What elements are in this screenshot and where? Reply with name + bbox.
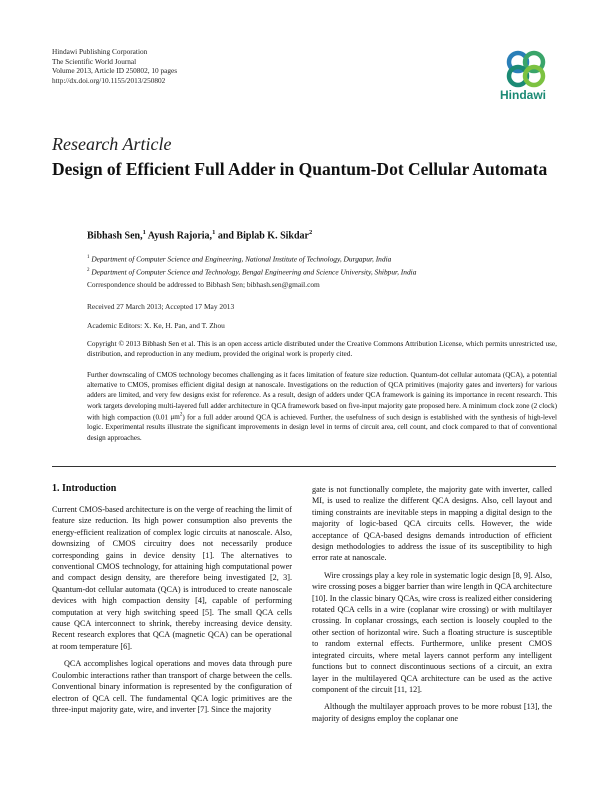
left-column: [52, 504, 292, 715]
section-heading: 1. Introduction: [52, 483, 117, 494]
author-list: [87, 229, 312, 241]
doi-link[interactable]: http://dx.doi.org/10.1155/2013/250802: [52, 75, 166, 85]
volume-line: Volume 2013, Article ID 250802, 10 pages: [52, 66, 178, 76]
author-affiliation-mark: 1: [212, 229, 216, 236]
dates-line: Received 27 March 2013; Accepted 17 May 2013: [87, 302, 235, 311]
body-paragraph: QCA accomplishes logical operations and moves data through pure Coulombic interactions rather than transport of charge between the cells. Conventional binary information is represented by the configuration of electron of QCA cell. The fundamental QCA logic primitives are the three-input majority gate, wire, and inverter [7]. Since the majority: [52, 659, 292, 714]
body-paragraph: gate is not functionally complete, the majority gate with inverter, called MI, is used to realize the different QCA designs. Also, cell layout and timing constraints are inevitable steps in mapping a digital design to the majority of logic-based QCA circuits cells. However, the wide acceptance of QCA-based designs demands introduction of efficient design methodologies to address the issue of its susceptibility to high error rate at nanoscale.: [312, 485, 552, 563]
publisher-name: Hindawi Publishing Corporation: [52, 47, 148, 56]
publication-info: [52, 47, 177, 85]
author-name: and Biplab K. Sikdar: [215, 230, 309, 242]
body-paragraph: Although the multilayer approach proves to be more robust [13], the majority of designs employ the coplanar one: [312, 702, 552, 723]
author-affiliation-mark: 2: [308, 229, 313, 236]
copyright-notice: Copyright © 2013 Bibhash Sen et al. This is an open access article distributed under the Creative Commons Attribution License, which permits unrestricted use, distribution, and reproduction in any medium, provided the original work is properly cited.: [87, 339, 557, 359]
body-paragraph: Current CMOS-based architecture is on the verge of reaching the limit of feature size reduction. Its high power consumption also prevents the energy-efficient realization of complex logic circuits at nanoscale. Also, downsizing of CMOS circuitry does not necessarily produce corresponding gains in device density [1]. The alternatives to conventional CMOS technology, for attaining high computational power and compact design density, are therefore being investigated [2, 3]. Quantum-dot cellular automata (QCA) is introduced to create nanoscale devices with high compaction density [4], capable of performing computation at very high switching speed [5]. The small QCA cells cause QCA interconnect to shrink, thereby increasing device density. Recent research explores that QCA (magnetic QCA) can be operational at room temperature [6].: [52, 505, 292, 651]
author-affiliation-mark: 1: [142, 229, 146, 236]
affiliation-item: [87, 265, 557, 278]
affiliation-number: 1: [87, 255, 90, 260]
affiliation-number: 2: [87, 268, 90, 274]
right-column: [312, 484, 552, 724]
author-name: Ayush Rajoria,: [145, 230, 213, 242]
body-paragraph: Wire crossings play a key role in systematic logic design [8, 9]. Also, wire crossing poses a bigger barrier than wire length in QCA architecture [10]. In the classic binary QCAs, wire cross is realized either considering rotated QCA cells in a wire (coplanar wire crossing) or with multilayer crossing. In coplanar crossings, each section is loosely coupled to the other section of horizontal wire. Such a floating structure is susceptible to random external effects. Furthermore, unlike present CMOS integrated circuits, where metal layers cannot perform any intelligent functions but to connect discontinuous sections of a circuit, an extra layer in the multilayered QCA architecture can be used as the active component of the circuit [11, 12].: [312, 570, 552, 694]
abstract-text: Further downscaling of CMOS technology becomes challenging as it faces limitation of feature size reduction. Quantum-dot cellular automata (QCA), a potential alternative to CMOS, promises efficient digital design at nanoscale. Investigations on the reduction of QCA primitives (majority gates and inverters) for various adders are limited, and very few designs exist for reference. As a result, design of adders under QCA framework is gaining its importance in recent research. This work targets developing multi-layered full adder architecture in QCA framework based on five-input majority gate proposed here. A minimum clock zone (2 clock) with high compaction (0.01: [87, 371, 557, 422]
affiliation-text: Department of Computer Science and Engineering, National Institute of Technology, Durgapur, India: [89, 254, 392, 264]
affiliation-item: [87, 252, 557, 265]
article-type: Research Article: [52, 134, 172, 154]
author-name: Bibhash Sen,: [87, 230, 143, 242]
affiliation-text: Department of Computer Science and Technology, Bengal Engineering and Science University, Shibpur, India: [89, 267, 417, 277]
abstract-text: ) for a full adder around QCA is achieved. Further, the usefulness of such design is established with the synthesis of high-level logic. Experimental results illustrate the significant improvements in design level in terms of circuit area, cell count, and clock compared to that of conventional design approaches.: [87, 413, 557, 442]
section-divider: [52, 466, 556, 467]
abstract: [87, 370, 557, 443]
affiliation-list: [87, 252, 557, 279]
abstract-unit: $\mu m^2$: [170, 412, 183, 422]
editors-line: Academic Editors: X. Ke, H. Pan, and T. Zhou: [87, 321, 225, 330]
article-title: Design of Efficient Full Adder in Quantum-Dot Cellular Automata: [52, 159, 548, 179]
journal-name: The Scientific World Journal: [52, 56, 137, 66]
hindawi-logo-text: Hindawi: [499, 88, 546, 102]
correspondence-line: Correspondence should be addressed to Bibhash Sen; bibhash.sen@gmail.com: [87, 280, 320, 289]
